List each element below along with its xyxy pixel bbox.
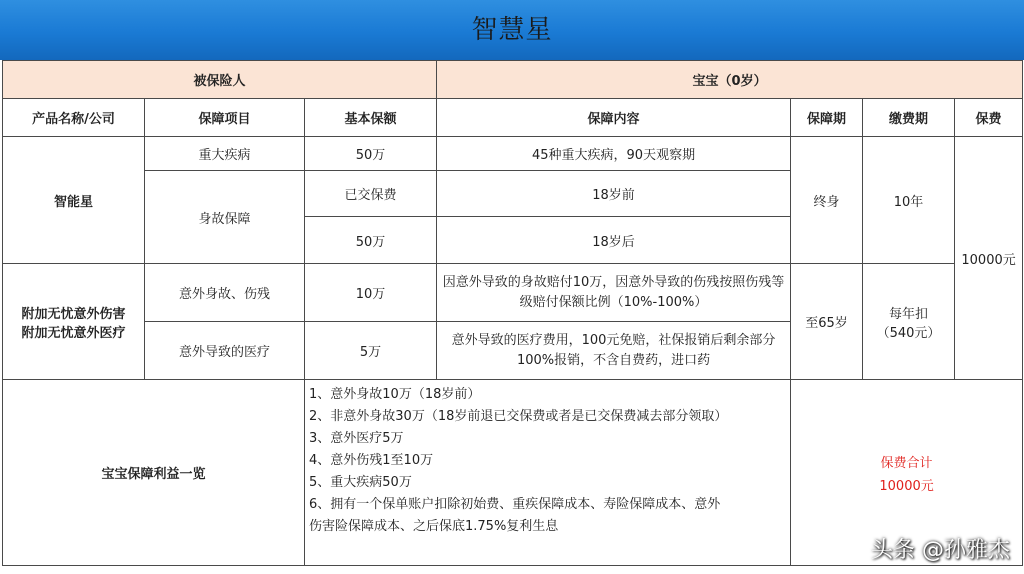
rider-name-line1: 附加无忧意外伤害 xyxy=(21,306,126,322)
amount-cell: 50万 xyxy=(305,217,437,264)
item-cell: 重大疾病 xyxy=(145,137,305,171)
main-term: 终身 xyxy=(791,137,863,264)
total-label: 保费合计 xyxy=(880,456,933,471)
list-item: 6、拥有一个保单账户扣除初始费、重疾保障成本、寿险保障成本、意外 xyxy=(309,497,721,512)
col-content: 保障内容 xyxy=(437,99,791,137)
page-title: 智慧星 xyxy=(471,15,553,45)
list-item: 3、意外医疗5万 xyxy=(309,431,404,446)
list-item: 4、意外伤残1至10万 xyxy=(309,453,434,468)
amount-cell: 10万 xyxy=(305,264,437,322)
list-item: 2、非意外身故30万（18岁前退已交保费或者是已交保费减去部分领取） xyxy=(309,409,728,424)
content-cell: 意外导致的医疗费用，100元免赔，社保报销后剩余部分100%报销，不含自费药，进口药 xyxy=(437,322,791,380)
list-item: 伤害险保障成本、之后保底1.75%复利生息 xyxy=(309,519,559,534)
item-cell: 身故保障 xyxy=(145,171,305,264)
table-row xyxy=(3,137,1023,171)
list-item: 5、重大疾病50万 xyxy=(309,475,412,490)
main-product-name: 智能星 xyxy=(3,137,145,264)
content-cell: 因意外导致的身故赔付10万，因意外导致的伤残按照伤残等级赔付保额比例（10%-100%） xyxy=(437,264,791,322)
benefits-row xyxy=(3,380,1023,566)
col-pay-term: 缴费期 xyxy=(863,99,955,137)
col-term: 保障期 xyxy=(791,99,863,137)
amount-cell: 5万 xyxy=(305,322,437,380)
premium-cell: 10000元 xyxy=(955,137,1023,380)
benefits-list xyxy=(305,380,791,566)
list-item: 1、意外身故10万（18岁前） xyxy=(309,387,481,402)
total-value: 10000元 xyxy=(879,479,934,494)
col-product: 产品名称/公司 xyxy=(3,99,145,137)
table-row xyxy=(3,264,1023,322)
title-bar xyxy=(0,0,1024,60)
amount-cell: 已交保费 xyxy=(305,171,437,217)
item-cell: 意外导致的医疗 xyxy=(145,322,305,380)
amount-cell: 50万 xyxy=(305,137,437,171)
rider-name-line2: 附加无忧意外医疗 xyxy=(21,325,126,341)
col-item: 保障项目 xyxy=(145,99,305,137)
benefits-label: 宝宝保障利益一览 xyxy=(3,380,305,566)
col-amount: 基本保额 xyxy=(305,99,437,137)
rider-pay-term-line1: 每年扣 xyxy=(889,306,929,322)
insured-header-row xyxy=(3,61,1023,99)
insured-value: 宝宝（0岁） xyxy=(437,61,1023,99)
content-cell: 18岁后 xyxy=(437,217,791,264)
rider-pay-term xyxy=(863,264,955,380)
col-premium: 保费 xyxy=(955,99,1023,137)
insurance-table xyxy=(2,60,1023,566)
rider-name xyxy=(3,264,145,380)
column-header-row xyxy=(3,99,1023,137)
insured-label: 被保险人 xyxy=(3,61,437,99)
main-pay-term: 10年 xyxy=(863,137,955,264)
item-cell: 意外身故、伤残 xyxy=(145,264,305,322)
watermark: 头条 @孙雅杰 xyxy=(871,538,1010,563)
rider-pay-term-line2: （540元） xyxy=(876,325,941,341)
content-cell: 45种重大疾病，90天观察期 xyxy=(437,137,791,171)
content-cell: 18岁前 xyxy=(437,171,791,217)
rider-term: 至65岁 xyxy=(791,264,863,380)
